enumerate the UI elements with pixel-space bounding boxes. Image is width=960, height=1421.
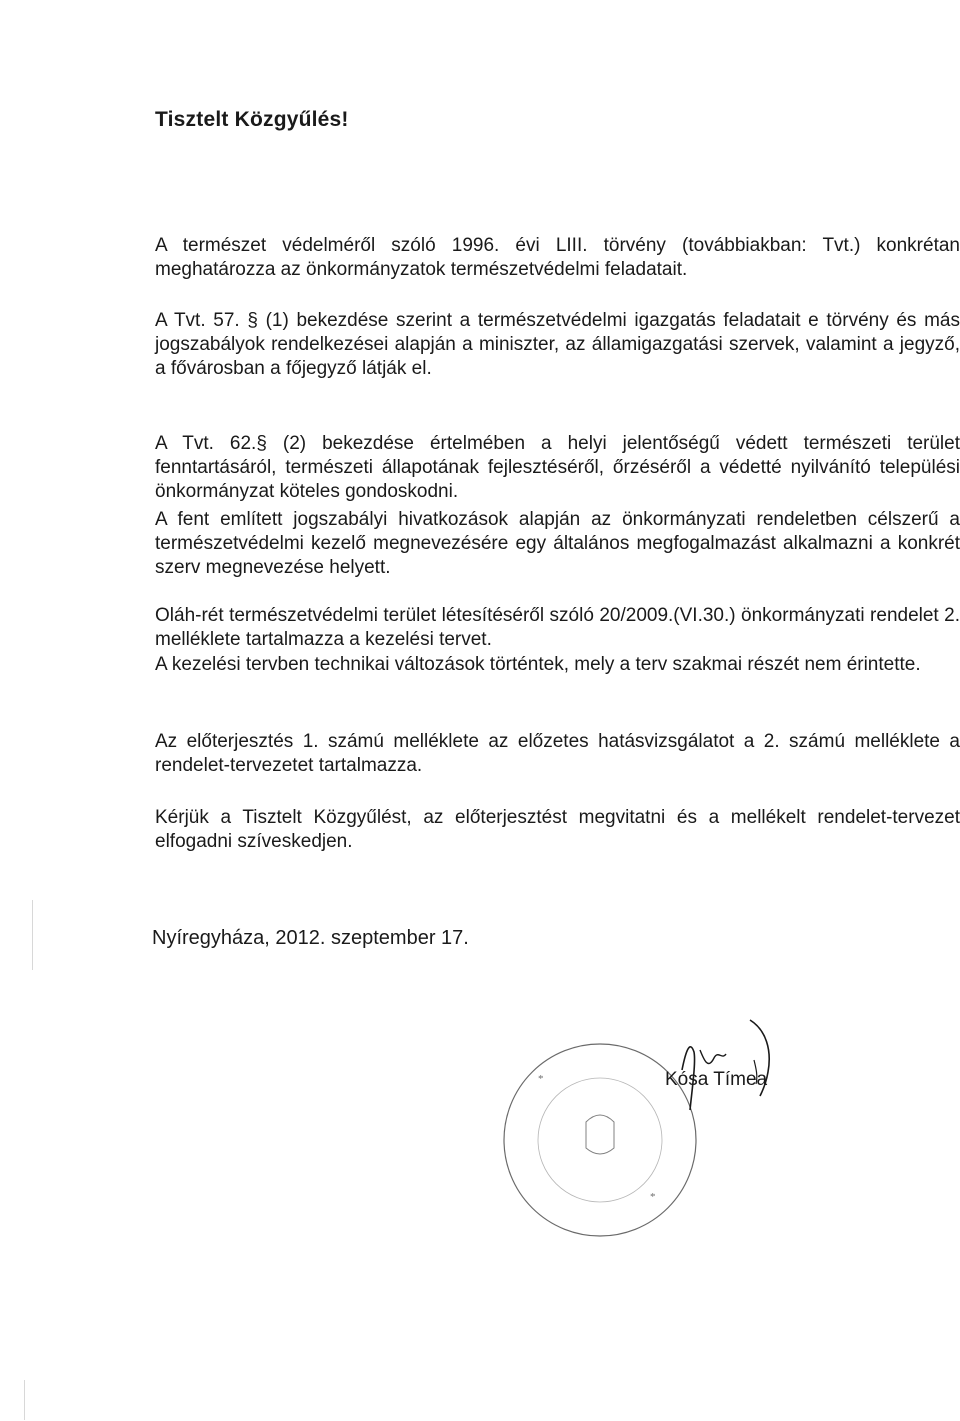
svg-text:*: * — [538, 1073, 544, 1085]
place-date: Nyíregyháza, 2012. szeptember 17. — [152, 927, 469, 949]
paragraph-4: A fent említett jogszabályi hivatkozások alapján az önkormányzati rendeletben célszerű a természetvédelmi kezelő megnevezésére egy általános megfogalmazást alkalmazni a konkrét szerv megnevezése helyett. — [155, 509, 960, 578]
scan-mark-left-lower — [24, 1380, 25, 1420]
paragraph-5: Oláh-rét természetvédelmi terület létesítéséről szóló 20/2009.(VI.30.) önkormányzati rendelet 2. melléklete tartalmazza a kezelési tervet. — [155, 605, 960, 650]
signature-block — [500, 1010, 820, 1250]
official-seal-icon — [500, 1010, 820, 1250]
paragraph-6: A kezelési tervben technikai változások történtek, mely a terv szakmai részét nem érintette. — [155, 654, 921, 675]
salutation: Tisztelt Közgyűlés! — [155, 108, 349, 131]
paragraph-8: Kérjük a Tisztelt Közgyűlést, az előterjesztést megvitatni és a mellékelt rendelet-tervezet elfogadni szíveskedjen. — [155, 807, 960, 852]
paragraph-2: A Tvt. 57. § (1) bekezdése szerint a természetvédelmi igazgatás feladatait e törvény és más jogszabályok rendelkezései alapján a miniszter, az államigazgatási szervek, valamint a jegyző, a fővárosban a főjegyző látják el. — [155, 310, 960, 379]
signer-name: Kósa Tímea — [665, 1069, 768, 1090]
paragraph-3: A Tvt. 62.§ (2) bekezdése értelmében a helyi jelentőségű védett természeti terület fenntartásáról, természeti állapotának fejlesztéséről, őrzéséről a védetté nyilvánító települési önkormányzat köteles gondoskodni. — [155, 433, 960, 502]
scan-mark-left — [32, 900, 33, 970]
svg-text:*: * — [650, 1191, 656, 1203]
paragraph-1: A természet védelméről szóló 1996. évi LIII. törvény (továbbiakban: Tvt.) konkrétan meghatározza az önkormányzatok természetvédelmi feladatait. — [155, 235, 960, 280]
paragraph-7: Az előterjesztés 1. számú melléklete az előzetes hatásvizsgálatot a 2. számú melléklete a rendelet-tervezetet tartalmazza. — [155, 731, 960, 776]
